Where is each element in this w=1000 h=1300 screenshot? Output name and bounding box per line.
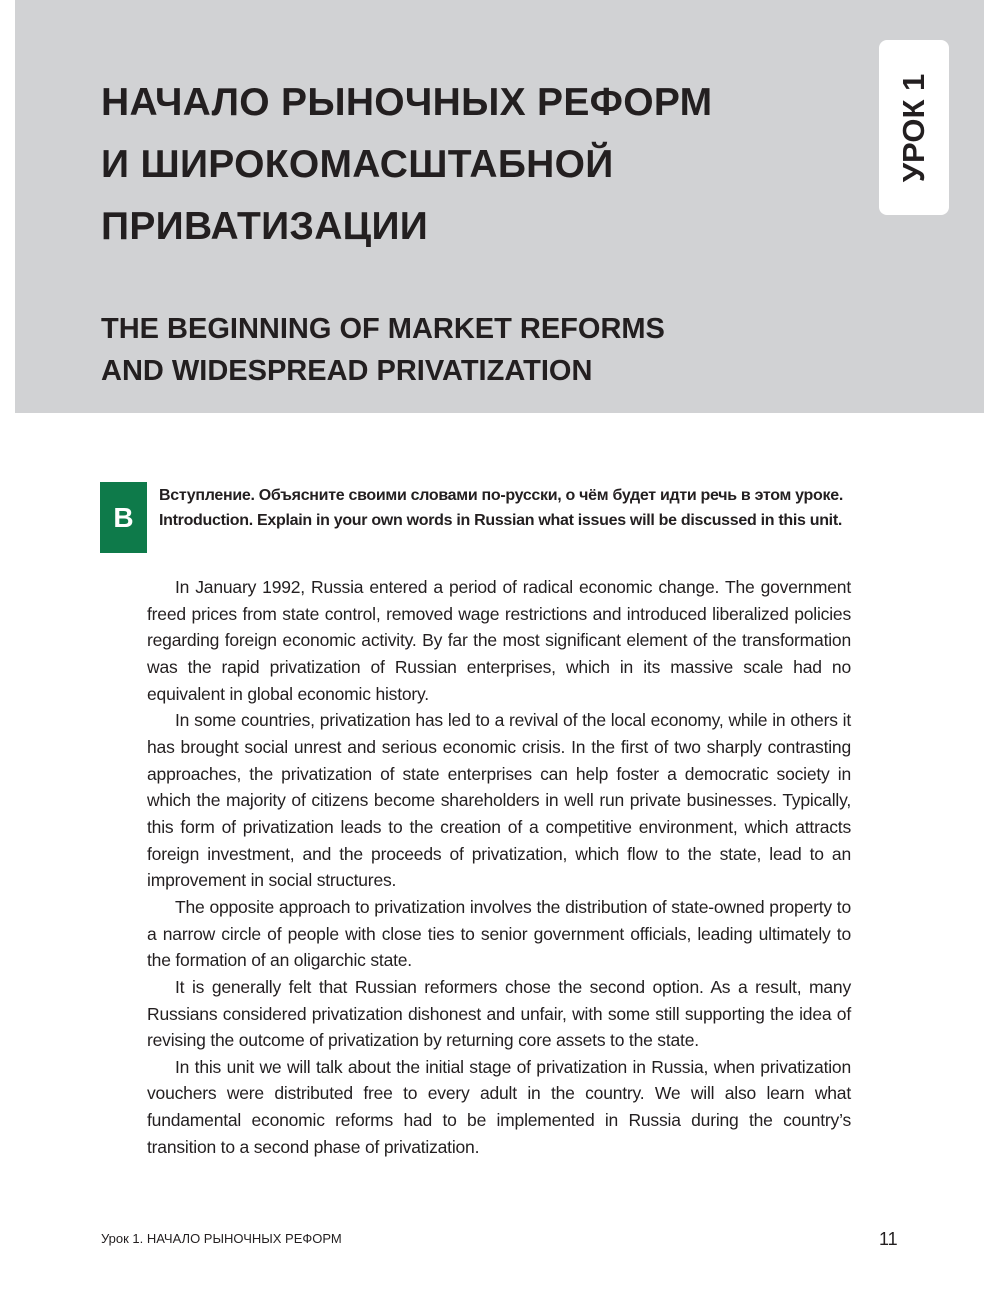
paragraph: The opposite approach to privatization involves the distribution of state-owned property to a narrow circle of people with close ties to senior government officials, leading ultimately to the formation of an oligarchic state. (147, 896, 851, 971)
title-ru-line: ПРИВАТИЗАЦИИ (101, 205, 429, 248)
page-number: 11 (879, 1229, 898, 1249)
task-badge: B (100, 482, 147, 553)
task-instruction (159, 485, 889, 532)
title-ru-line: И ШИРОКОМАСШТАБНОЙ (101, 143, 614, 186)
chapter-title-en (101, 308, 665, 392)
instruction-en: Introduction. Explain in your own words in Russian what issues will be discussed in this unit. (159, 512, 843, 529)
paragraph: It is generally felt that Russian reformers chose the second option. As a result, many Russians considered privatization dishonest and unfair, with some still supporting the idea of revising the outcome of privatization by returning core assets to the state. (147, 976, 851, 1051)
lesson-tab-label: УРОК 1 (896, 73, 931, 182)
instruction-ru: Вступление. Объясните своими словами по-русски, о чём будет идти речь в этом уроке. (159, 487, 843, 504)
running-footer: Урок 1. НАЧАЛО РЫНОЧНЫХ РЕФОРМ (101, 1231, 342, 1246)
lesson-tab (879, 40, 949, 215)
body-text (147, 574, 851, 1160)
title-en-line: AND WIDESPREAD PRIVATIZATION (101, 355, 593, 387)
chapter-title-ru (101, 72, 712, 258)
paragraph: In this unit we will talk about the initial stage of privatization in Russia, when privatization vouchers were distributed free to every adult in the country. We will also learn what fundamental economic reforms had to be implemented in Russia during the country’s transition to a second phase of privatization. (147, 1056, 851, 1157)
paragraph: In some countries, privatization has led to a revival of the local economy, while in others it has brought social unrest and serious economic crisis. In the first of two sharply contrasting approaches, the privatization of state enterprises can help foster a democratic society in which the majority of citizens become shareholders in well run private businesses. Typically, this form of privatization leads to the creation of a competitive environment, which attracts foreign investment, and the proceeds of privatization, which flow to the state, lead to an improvement in social structures. (147, 710, 851, 891)
paragraph: In January 1992, Russia entered a period of radical economic change. The government freed prices from state control, removed wage restrictions and introduced liberalized policies regarding foreign economic activity. By far the most significant element of the transformation was the rapid privatization of Russian enterprises, which in its massive scale had no equivalent in global economic history. (147, 577, 851, 704)
title-ru-line: НАЧАЛО РЫНОЧНЫХ РЕФОРМ (101, 81, 713, 124)
title-en-line: THE BEGINNING OF MARKET REFORMS (101, 313, 665, 345)
